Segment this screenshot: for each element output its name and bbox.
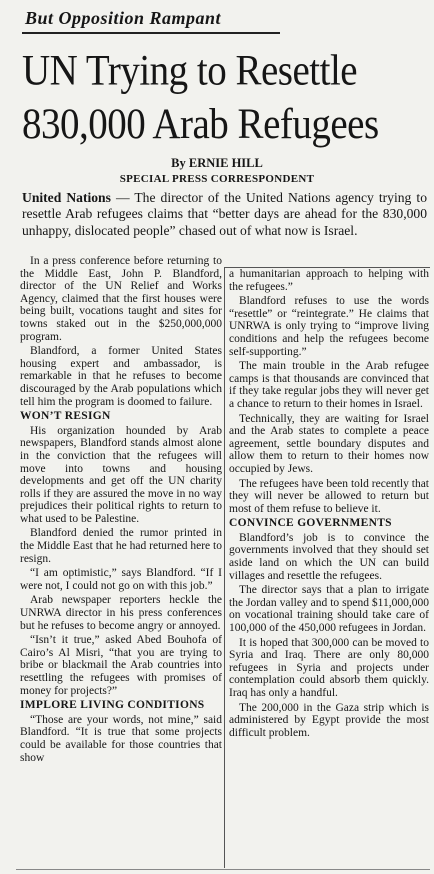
headline-line-1: UN Trying to Resettle (22, 46, 358, 95)
headline (22, 44, 422, 152)
paragraph: “Isn’t it true,” asked Abed Bouhofa of Cairo’s Al Misri, “that you are trying to bribe or blackmail the Arab countries into resettling the refugees with promises of money for projects?” (20, 634, 222, 697)
paragraph: In a press conference before returning to the Middle East, John P. Blandford, director of the UN Relief and Works Agency, claimed that the first houses were being built, vocations taught and sites for towns staked out in the $250,000,000 program. (20, 255, 222, 343)
headline-line-2: 830,000 Arab Refugees (22, 100, 379, 149)
right-column (229, 268, 429, 741)
paragraph: His organization hounded by Arab newspapers, Blandford stands almost alone in the conviction that the refugees will move into towns and housing developments and get off the UN charity rolls if they are assured the move in no way prejudices their political rights to return to what used to be Palestine. (20, 424, 222, 525)
paragraph: Arab newspaper reporters heckle the UNRWA director in his press conferences but he refuses to become angry or annoyed. (20, 594, 222, 632)
dateline: United Nations (22, 190, 111, 205)
paragraph: Blandford refuses to use the words “resettle” or “reintegrate.” He claims that UNRWA is only trying to “improve living conditions and help the refugees become self-supporting.” (229, 295, 429, 358)
byline-title: SPECIAL PRESS CORRESPONDENT (119, 173, 315, 185)
paragraph: Technically, they are waiting for Israel and the Arab states to complete a peace agreement, settle boundary disputes and allow them to return to their homes now occupied by Jews. (229, 412, 429, 475)
paragraph: a humanitarian approach to helping with the refugees.” (229, 268, 429, 293)
bottom-rule (16, 869, 430, 870)
subhead: IMPLORE LIVING CONDITIONS (20, 699, 205, 712)
kicker: But Opposition Rampant (25, 8, 222, 28)
left-column (20, 255, 222, 766)
paragraph: Blandford’s job is to convince the governments involved that they should set aside land on which the UN can build villages and resettle the refugees. (229, 531, 429, 582)
column-divider (224, 268, 225, 868)
paragraph: “Those are your words, not mine,” said Blandford. “It is true that some projects could be available for those countries that show (20, 713, 222, 764)
paragraph: The 200,000 in the Gaza strip which is administered by Egypt provide the most difficult problem. (229, 701, 429, 739)
subhead: CONVINCE GOVERNMENTS (229, 517, 392, 530)
paragraph: The refugees have been told recently that they will never be allowed to return but most of them refuse to believe it. (229, 477, 429, 515)
paragraph: Blandford, a former United States housing expert and ambassador, is remarkable in that he refuses to become discouraged by the Arab populations which tell him the program is doomed to failure. (20, 345, 222, 408)
lede-text: — The director of the United Nations agency trying to resettle Arab refugees claims that “better days are ahead for the 830,000 unhappy, dislocated people” chased out of what now is Israel. (22, 190, 427, 238)
paragraph: The director says that a plan to irrigate the Jordan valley and to spend $11,000,000 on vocational training should take care of 100,000 of the 450,000 refugees in Jordan. (229, 584, 429, 635)
subhead: WON’T RESIGN (20, 410, 111, 423)
paragraph: The main trouble in the Arab refugee camps is that thousands are convinced that if they take regular jobs they will never get a chance to return to their homes in Israel. (229, 360, 429, 410)
paragraph: Blandford denied the rumor printed in the Middle East that he had returned here to resign. (20, 527, 222, 565)
paragraph: “I am optimistic,” says Blandford. “If I were not, I could not go on with this job.” (20, 567, 222, 592)
lede-paragraph (22, 190, 427, 239)
byline: By ERNIE HILL (171, 156, 263, 170)
paragraph: It is hoped that 300,000 can be moved to Syria and Iraq. There are only 80,000 refugees in Syria and projects under contemplation could absorb them quickly. Iraq has only a handful. (229, 636, 429, 699)
